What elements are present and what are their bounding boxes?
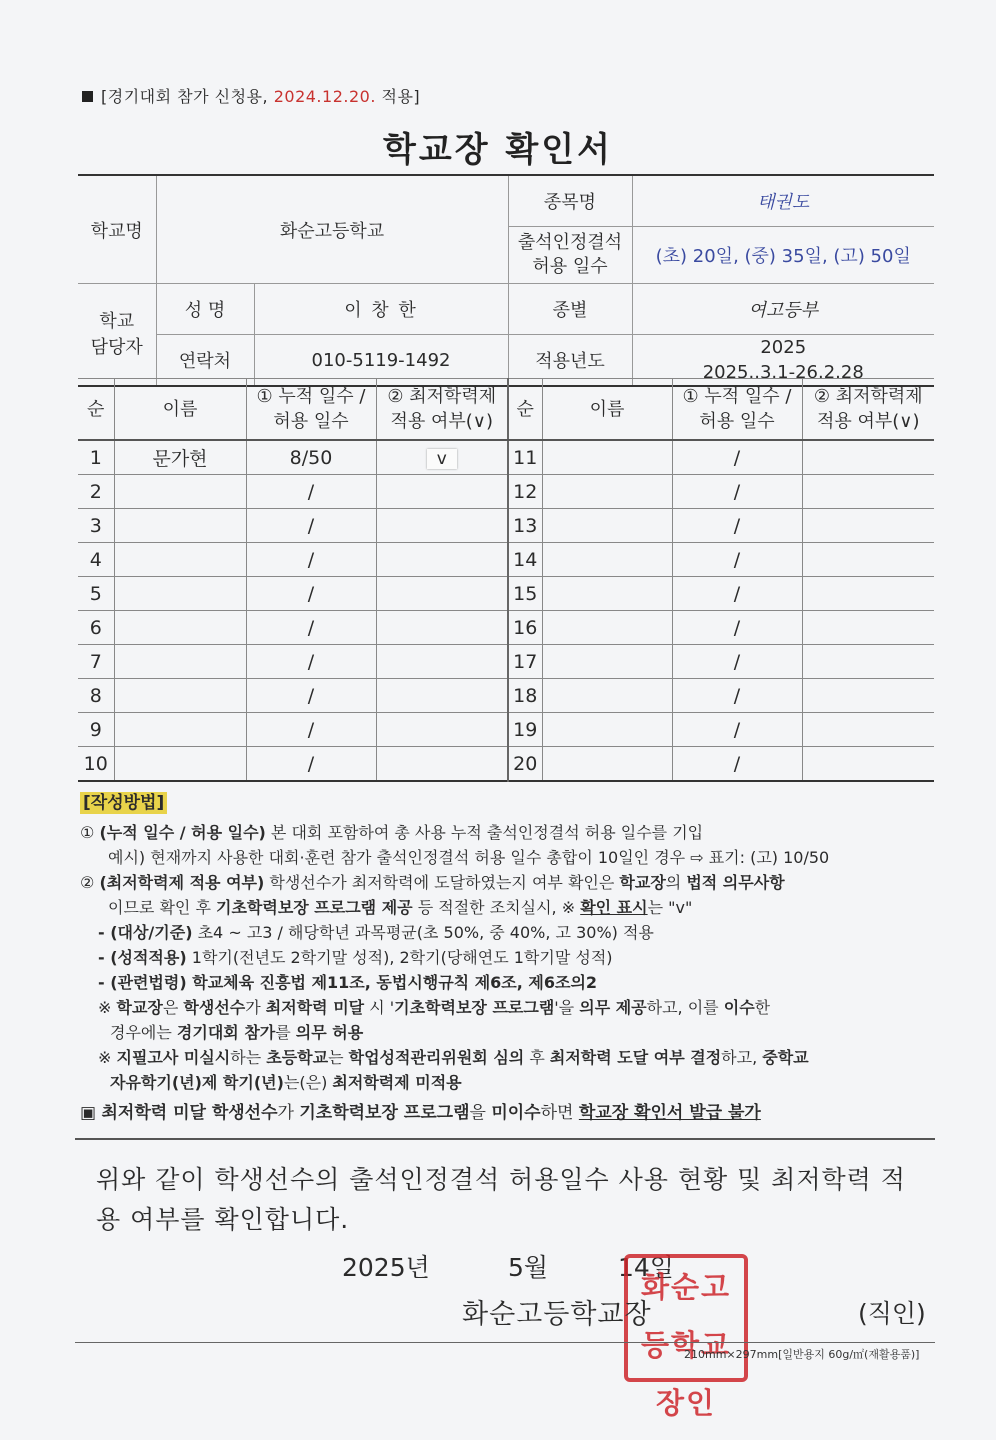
min-check: [376, 509, 508, 543]
athlete-name: [114, 645, 246, 679]
days-value: 8/50: [246, 440, 376, 475]
event-value: 태권도: [632, 175, 934, 227]
min-check: [802, 747, 934, 782]
col-min: ② 최저학력제 적용 여부(∨): [802, 379, 934, 441]
row-number: 13: [508, 509, 542, 543]
divider: [75, 1138, 935, 1140]
min-check: [376, 440, 508, 475]
athlete-name: [542, 475, 672, 509]
min-check: [376, 577, 508, 611]
date-day: 14일: [618, 1253, 674, 1282]
athlete-name: [542, 645, 672, 679]
days-value: /: [672, 543, 802, 577]
min-check: [376, 475, 508, 509]
date-year: 2025년: [342, 1253, 430, 1282]
row-number: 2: [78, 475, 114, 509]
info-table: [78, 174, 934, 387]
days-value: /: [672, 475, 802, 509]
row-number: 6: [78, 611, 114, 645]
principal-name: 화순고등학교장: [462, 1299, 652, 1330]
athlete-name: [114, 509, 246, 543]
table-row: [78, 645, 934, 679]
days-value: /: [672, 509, 802, 543]
days-value: /: [672, 577, 802, 611]
days-value: /: [246, 679, 376, 713]
min-check: [802, 679, 934, 713]
athlete-name: [542, 543, 672, 577]
instructions: [작성방법] ① (누적 일수 / 허용 일수) 본 대회 포함하여 총 사용 누적 출석인정결석 허용 일수를 기입 예시) 현재까지 사용한 대회·훈련 참가 출석인정결석 허용 일수 총합이 10일인 경우 ⇨ 표기: (고) 10/50 ② (최저학력제 적용 여부) 학생선수가 최저학력에 도달하였는지 여부 확인은 학교장의 법적 의무사항 이므로 확인 후 기초학력보장 프로그램 제공 등 적절한 조치실시, ※ 확인 표시는 "v" - (대상/기준) 초4 ~ 고3 / 해당학년 과목평균(초 50%, 중 40%, 고 30%) 적용 - (성적적용) 1학기(전년도 2학기말 성적), 2학기(당해연도 1학기말 성적) - (관련법령) 학교체육 진흥법 제11조, 동법시행규칙 제6조, 제6조의2 ※ 학교장은 학생선수가 최저학력 미달 시 '기초학력보장 프로그램'을 의무 제공하고, 이를 이수한 경우에는 경기대회 참가를 의무 허용 ※ 지필고사 미실시하는 초등학교는 학업성적관리위원회 심의 후 최저학력 도달 여부 결정하고, 중학교 자유학기(년)제 학기(년)는(은) 최저학력제 미적용 ▣ 최저학력 미달 학생선수가 기초학력보장 프로그램을 미이수하면 학교장 확인서 발급 불가: [80, 793, 830, 1123]
phone-value: 010-5119-1492: [254, 335, 508, 387]
row-number: 3: [78, 509, 114, 543]
min-check: [376, 713, 508, 747]
athlete-name: [542, 577, 672, 611]
athlete-name: [114, 679, 246, 713]
days-value: /: [246, 577, 376, 611]
confirmation-text: 위와 같이 학생선수의 출석인정결석 허용일수 사용 현황 및 최저학력 적용 여부를 확인합니다.: [96, 1165, 906, 1234]
name-value: 이 창 한: [254, 284, 508, 335]
name-label: 성 명: [156, 284, 254, 335]
seal-label: (직인): [858, 1299, 926, 1328]
athlete-name: [542, 713, 672, 747]
row-number: 20: [508, 747, 542, 782]
row-number: 12: [508, 475, 542, 509]
days-value: /: [672, 679, 802, 713]
row-number: 17: [508, 645, 542, 679]
instructions-heading: [작성방법]: [80, 792, 167, 814]
min-check: [376, 679, 508, 713]
athlete-name: [542, 679, 672, 713]
days-value: /: [246, 645, 376, 679]
min-check: [802, 645, 934, 679]
col-name: 이름: [542, 379, 672, 441]
min-check: [376, 611, 508, 645]
table-row: [78, 440, 934, 475]
days-value: /: [672, 747, 802, 782]
square-bullet-icon: [82, 91, 93, 102]
athlete-name: [114, 577, 246, 611]
table-row: [78, 747, 934, 782]
min-check: [802, 509, 934, 543]
days-value: /: [672, 611, 802, 645]
page-title: 학교장 확인서: [383, 130, 613, 170]
col-no: 순: [78, 379, 114, 441]
athlete-name: [114, 747, 246, 782]
athlete-name: 문가현: [114, 440, 246, 475]
athlete-name: [542, 611, 672, 645]
row-number: 5: [78, 577, 114, 611]
athlete-name: [114, 475, 246, 509]
athlete-name: [114, 543, 246, 577]
table-row: [78, 679, 934, 713]
division-label: 종별: [508, 284, 632, 335]
athlete-name: [542, 440, 672, 475]
min-check: [376, 747, 508, 782]
athlete-name: [114, 611, 246, 645]
row-number: 11: [508, 440, 542, 475]
row-number: 16: [508, 611, 542, 645]
min-check: [802, 713, 934, 747]
min-check: [802, 611, 934, 645]
header-note: [경기대회 참가 신청용, 2024.12.20. 적용]: [82, 84, 420, 107]
school-label: 학교명: [78, 175, 156, 284]
official-seal: 화순고등학교장인: [624, 1254, 748, 1382]
row-number: 10: [78, 747, 114, 782]
year-label: 적용년도: [508, 335, 632, 387]
row-number: 19: [508, 713, 542, 747]
row-number: 1: [78, 440, 114, 475]
table-row: [78, 577, 934, 611]
row-number: 9: [78, 713, 114, 747]
days-value: /: [672, 713, 802, 747]
paper-spec: 210mm×297mm[일반용지 60g/㎡(재활용품)]: [684, 1348, 920, 1361]
table-row: [78, 509, 934, 543]
days-value: /: [246, 509, 376, 543]
min-check: [802, 440, 934, 475]
footer-divider: [75, 1342, 935, 1343]
min-check: [376, 543, 508, 577]
athlete-name: [114, 713, 246, 747]
year-value: 2025 2025..3.1-26.2.28: [632, 335, 934, 387]
min-check: [376, 645, 508, 679]
days-value: /: [246, 611, 376, 645]
min-check: [802, 475, 934, 509]
table-row: [78, 475, 934, 509]
check-mark: v: [427, 449, 457, 469]
table-row: [78, 543, 934, 577]
days-value: /: [246, 713, 376, 747]
row-number: 15: [508, 577, 542, 611]
days-value: /: [246, 747, 376, 782]
phone-label: 연락처: [156, 335, 254, 387]
row-number: 4: [78, 543, 114, 577]
table-row: [78, 713, 934, 747]
allow-value: (초) 20일, (중) 35일, (고) 50일: [632, 227, 934, 284]
col-days: ① 누적 일수 / 허용 일수: [672, 379, 802, 441]
event-label: 종목명: [508, 175, 632, 227]
row-number: 8: [78, 679, 114, 713]
min-check: [802, 577, 934, 611]
days-value: /: [672, 645, 802, 679]
col-no: 순: [508, 379, 542, 441]
days-value: /: [246, 475, 376, 509]
days-value: /: [246, 543, 376, 577]
min-check: [802, 543, 934, 577]
effective-date: 2024.12.20.: [273, 87, 376, 106]
col-min: ② 최저학력제 적용 여부(∨): [376, 379, 508, 441]
days-value: /: [672, 440, 802, 475]
athlete-list-table: [78, 378, 934, 782]
date-month: 5월: [508, 1253, 549, 1282]
table-row: [78, 611, 934, 645]
contact-label: 학교 담당자: [78, 284, 156, 387]
row-number: 7: [78, 645, 114, 679]
row-number: 18: [508, 679, 542, 713]
col-name: 이름: [114, 379, 246, 441]
athlete-name: [542, 747, 672, 782]
col-days: ① 누적 일수 / 허용 일수: [246, 379, 376, 441]
row-number: 14: [508, 543, 542, 577]
athlete-name: [542, 509, 672, 543]
school-name: 화순고등학교: [156, 175, 508, 284]
division-value: 여고등부: [632, 284, 934, 335]
allow-label: 출석인정결석 허용 일수: [508, 227, 632, 284]
final-note-icon: ▣: [80, 1103, 97, 1123]
